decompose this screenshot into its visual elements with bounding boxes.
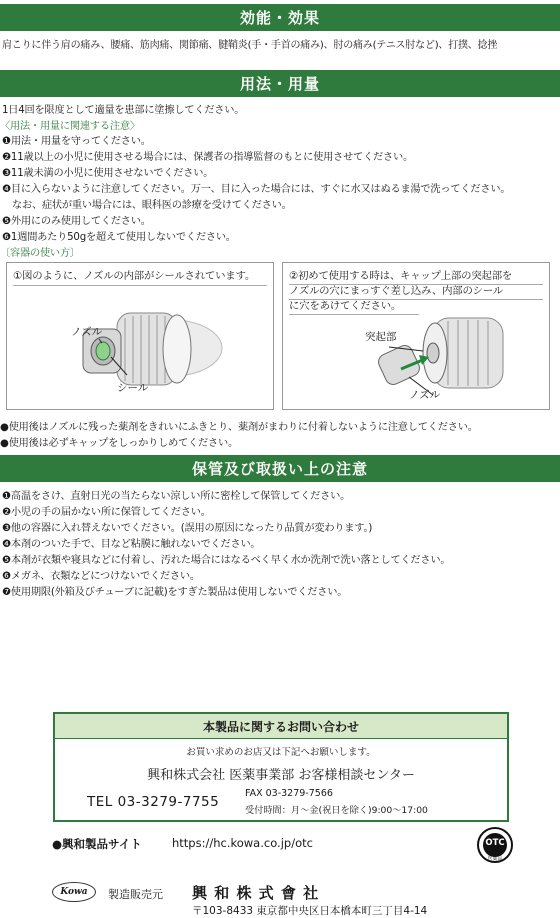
efficacy-title: 効能・効果 xyxy=(239,9,320,27)
usage-header xyxy=(0,70,560,97)
label-protrusion: 突起部 xyxy=(365,331,397,343)
storage-title: 保管及び取扱い上の注意 xyxy=(191,460,368,478)
inquiry-tel: TEL 03-3279-7755 xyxy=(87,794,220,810)
inquiry-title: 本製品に関するお問い合わせ xyxy=(202,719,359,734)
storage-header xyxy=(0,455,560,482)
efficacy-header xyxy=(0,4,560,31)
usage-note-1: ❶用法・用量を守ってください。 xyxy=(2,136,151,147)
usage-note-4-cont: なお、症状が重い場合には、眼科医の診療を受けてください。 xyxy=(2,200,292,211)
storage-item-6: ❻メガネ、衣類などにつけないでください。 xyxy=(2,571,200,582)
inquiry-note: お買い求めのお店又は下記へお願いします。 xyxy=(186,747,376,758)
otc-badge xyxy=(476,826,514,864)
panel-2-line-1: ②初めて使用する時は、キャップ上部の突起部を xyxy=(289,270,513,282)
storage-item-2: ❷小児の手の届かない所に保管してください。 xyxy=(2,507,211,518)
footer-company: 興 和 株 式 會 社 xyxy=(192,884,320,902)
usage-notes-heading: 〈用法・用量に関連する注意〉 xyxy=(0,121,140,132)
usage-note-3: ❸11歳未満の小児に使用させないでください。 xyxy=(2,168,214,179)
inquiry-hours: 受付時間：月～金(祝日を除く)9:00～17:00 xyxy=(245,805,428,816)
inquiry-fax: FAX 03-3279-7566 xyxy=(245,788,333,799)
after-use-2: ●使用後は必ずキャップをしっかりしめてください。 xyxy=(0,438,238,449)
label-nozzle-2: ノズル xyxy=(409,389,441,401)
storage-item-1: ❶高温をさけ、直射日光の当たらない涼しい所に密栓して保管してください。 xyxy=(2,491,351,502)
efficacy-text: 肩こりに伴う肩の痛み、腰痛、筋肉痛、関節痛、腱鞘炎(手・手首の痛み)、肘の痛み(テニス肘など)、打撲、捻挫 xyxy=(2,40,498,51)
container-panel-2 xyxy=(282,262,550,410)
otc-badge-sub: 医薬品 xyxy=(487,856,503,862)
panel-1-text: ①図のように、ノズルの内部がシールされています。 xyxy=(13,270,256,282)
kowa-logo xyxy=(52,882,96,902)
label-nozzle: ノズル xyxy=(71,326,103,338)
usage-note-6: ❻1週間あたり50gを超えて使用しないでください。 xyxy=(2,232,236,243)
footer-address: 〒103-8433 東京都中央区日本橋本町三丁目4-14 xyxy=(192,905,428,917)
site-label: ●興和製品サイト xyxy=(52,837,142,851)
panel-2-line-2: ノズルの穴にまっすぐ差し込み、内部のシール xyxy=(289,285,504,297)
container-heading: 〔容器の使い方〕 xyxy=(0,248,80,259)
storage-item-7: ❼使用期限(外箱及びチューブに記載)をすぎた製品は使用しないでください。 xyxy=(2,587,348,598)
container-panel-1 xyxy=(6,262,274,410)
usage-title: 用法・用量 xyxy=(239,75,320,93)
otc-badge-text: OTC xyxy=(485,838,505,848)
usage-main: 1日4回を限度として適量を患部に塗擦してください。 xyxy=(2,105,245,116)
usage-note-4: ❹目に入らないように注意してください。万一、目に入った場合には、すぐに水又はぬるま湯で洗ってください。 xyxy=(2,184,511,195)
kowa-logo-text: Kowa xyxy=(60,887,88,897)
storage-item-4: ❹本剤のついた手で、目など粘膜に触れないでください。 xyxy=(2,539,261,550)
storage-item-5: ❺本剤が衣類や寝具などに付着し、汚れた場合にはなるべく早く水か洗剤で洗い落としてください。 xyxy=(2,555,451,566)
label-seal: シール xyxy=(117,382,149,394)
site-url[interactable]: https://hc.kowa.co.jp/otc xyxy=(172,836,313,850)
inquiry-box xyxy=(53,712,509,822)
inquiry-company: 興和株式会社 医薬事業部 お客様相談センター xyxy=(147,768,415,783)
panel-2-line-3: に穴をあけてください。 xyxy=(289,300,402,312)
footer-role: 製造販売元 xyxy=(108,888,163,901)
storage-item-3: ❸他の容器に入れ替えないでください。(誤用の原因になったり品質が変わります。) xyxy=(2,523,373,534)
inquiry-header xyxy=(55,714,507,739)
usage-note-2: ❷11歳以上の小児に使用させる場合には、保護者の指導監督のもとに使用させてください。 xyxy=(2,152,414,163)
after-use-1: ●使用後はノズルに残った薬剤をきれいにふきとり、薬剤がまわりに付着しないように注意してください。 xyxy=(0,422,478,433)
usage-note-5: ❺外用にのみ使用してください。 xyxy=(2,216,151,227)
